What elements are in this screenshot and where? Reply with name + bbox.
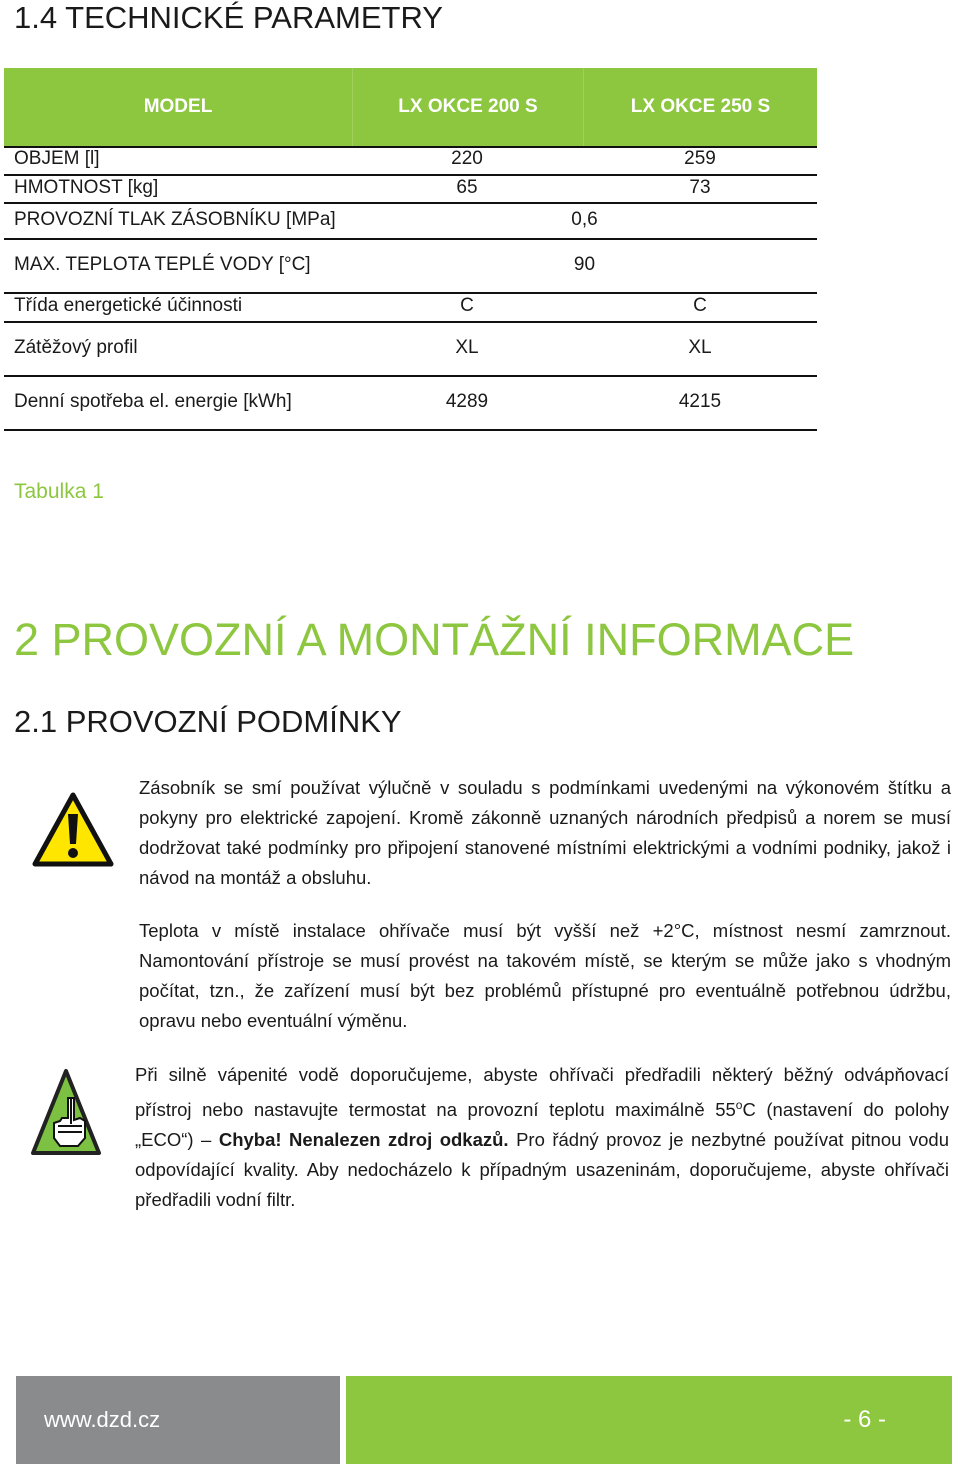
footer-website[interactable]: www.dzd.cz <box>44 1407 161 1432</box>
row-label: Zátěžový profil <box>14 337 138 358</box>
paragraph-operating-conditions: Zásobník se smí používat výlučně v souladu s podmínkami uvedenými na výkonovém štítku a pokyny pro elektrické zapojení. Kromě zákonně uznaných národních předpisů a norem se musí dodržovat také podmínky pro připojení stanovené místními elektrickými a vodními podniky, jakož i návod na montáž a obsluhu. <box>139 777 951 888</box>
row-value-shared: 0,6 <box>571 209 598 230</box>
row-value-shared: 90 <box>573 254 596 275</box>
table-row <box>4 254 817 284</box>
row-value-200: C <box>460 295 474 316</box>
row-divider <box>4 292 817 294</box>
row-value-200: XL <box>455 337 479 358</box>
chapter-title: 2 PROVOZNÍ A MONTÁŽNÍ INFORMACE <box>14 614 855 665</box>
row-value-200: 4289 <box>445 391 489 412</box>
header-model: MODEL <box>4 68 353 146</box>
row-divider <box>4 174 817 176</box>
footer-website-bar <box>16 1376 340 1464</box>
technical-parameters-table <box>4 68 817 412</box>
paragraph-text: Při silně vápenité vodě doporučujeme, abyste ohřívači předřadili některý běžný odvápňovací přístroj nebo nastavujte termostat na provozní teplotu maximálně 55 <box>135 1064 949 1121</box>
row-value-200: 220 <box>451 148 483 169</box>
row-divider <box>4 429 817 431</box>
table-row <box>4 337 817 367</box>
row-value-200: 65 <box>456 177 478 198</box>
row-divider <box>4 202 817 204</box>
row-value-250: XL <box>688 337 712 358</box>
row-label: Třída energetické účinnosti <box>14 295 243 316</box>
section-title: 1.4 TECHNICKÉ PARAMETRY <box>14 0 443 35</box>
row-label: HMOTNOST [kg] <box>14 177 159 198</box>
paragraph-hard-water <box>135 1060 949 1215</box>
subsection-title: 2.1 PROVOZNÍ PODMÍNKY <box>14 704 402 739</box>
row-value-250: 73 <box>689 177 711 198</box>
row-divider <box>4 321 817 323</box>
row-label: Denní spotřeba el. energie [kWh] <box>14 391 292 412</box>
error-reference: Chyba! Nenalezen zdroj odkazů. <box>218 1129 509 1151</box>
table-header <box>4 68 817 148</box>
paragraph-installation-temperature: Teplota v místě instalace ohřívače musí být vyšší než +2°C, místnost nesmí zamrznout. Namontování přístroje se musí provést na takovém místě, se kterým se může jako s vhodným počítat, tzn., že zařízení musí být bez problémů přístupné pro eventuálně potřebnou údržbu, opravu nebo eventuální výměnu. <box>139 920 951 1031</box>
header-model-200: LX OKCE 200 S <box>353 68 584 146</box>
row-value-250: 259 <box>684 148 716 169</box>
row-value-250: 4215 <box>678 391 722 412</box>
header-model-250: LX OKCE 250 S <box>584 68 817 146</box>
table-caption: Tabulka 1 <box>14 480 104 503</box>
row-divider <box>4 238 817 240</box>
row-value-250: C <box>693 295 707 316</box>
paragraph-text: C (nastavení do polohy „ECO“) – <box>135 1099 950 1151</box>
degree-sup: o <box>735 1098 743 1112</box>
page-number: - 6 - <box>843 1406 886 1433</box>
row-label: PROVOZNÍ TLAK ZÁSOBNÍKU [MPa] <box>14 209 336 230</box>
table-row <box>4 391 817 421</box>
row-label: MAX. TEPLOTA TEPLÉ VODY [°C] <box>14 254 311 275</box>
table-row <box>4 209 817 239</box>
footer-page-bar <box>346 1376 952 1464</box>
row-divider <box>4 375 817 377</box>
hand-pointing-icon <box>30 1068 102 1156</box>
row-label: OBJEM [l] <box>14 148 100 169</box>
paragraph-text: Pro řádný provoz je nezbytné používat pitnou vodu odpovídající kvality. Aby nedocházelo k případným usazeninám, doporučujeme, abyste ohřívači předřadili vodní filtr. <box>135 1129 950 1211</box>
warning-icon <box>32 792 114 868</box>
